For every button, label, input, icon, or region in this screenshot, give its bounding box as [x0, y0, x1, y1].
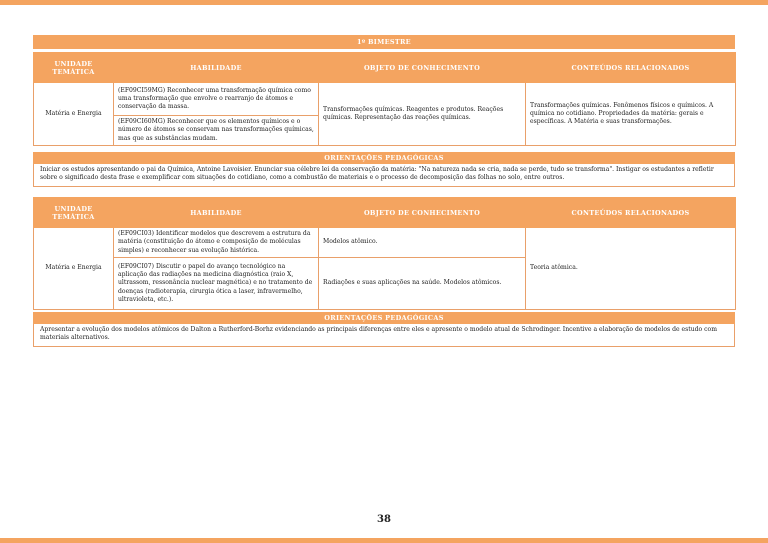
header-habilidade: HABILIDADE [114, 198, 319, 228]
top-accent-bar [0, 0, 768, 5]
header-conteudos: CONTEÚDOS RELACIONADOS [526, 53, 736, 83]
orientacoes-text: Apresentar a evolução dos modelos atômicos de Dalton a Rutherford-Borhz evidenciando as principais diferenças entre eles e apresente o modelo atual de Schrodinger. Incentive a elaboração de modelos de estudo com materiais alternativos. [33, 324, 735, 347]
conteudos-cell: Transformações químicas. Fenômenos físicos e químicos. A química no cotidiano. Propriedades da matéria: gerais e específicas. A Matéria e suas transformações. [526, 83, 736, 146]
header-habilidade: HABILIDADE [114, 53, 319, 83]
header-objeto: OBJETO DE CONHECIMENTO [319, 53, 526, 83]
objeto-cell: Modelos atômico. [319, 228, 526, 258]
orientacoes-block-2 [33, 312, 735, 347]
habilidade-cell: (EF09CI60MG) Reconhecer que os elementos químicos e o número de átomos se conservam nas transformações químicas, mas que as substâncias mudam. [114, 116, 319, 146]
unidade-cell: Matéria e Energia [34, 228, 114, 310]
page-number: 38 [377, 514, 391, 525]
header-unidade: UNIDADE TEMÁTICA [34, 198, 114, 228]
curriculum-table-2 [33, 197, 735, 310]
objeto-cell: Radiações e suas aplicações na saúde. Modelos atômicos. [319, 257, 526, 309]
curriculum-table-1 [33, 52, 735, 146]
orientacoes-header: ORIENTAÇÕES PEDAGÓGICAS [33, 312, 735, 324]
conteudos-cell: Teoria atômica. [526, 228, 736, 310]
header-conteudos: CONTEÚDOS RELACIONADOS [526, 198, 736, 228]
orientacoes-header: ORIENTAÇÕES PEDAGÓGICAS [33, 152, 735, 164]
habilidade-cell: (EF09CI59MG) Reconhecer uma transformação química como uma transformação que envolve o rearranjo de átomos e conservação da massa. [114, 83, 319, 116]
unidade-cell: Matéria e Energia [34, 83, 114, 146]
bottom-accent-bar [0, 538, 768, 543]
header-objeto: OBJETO DE CONHECIMENTO [319, 198, 526, 228]
orientacoes-block-1 [33, 152, 735, 187]
bimestre-band-wrap [33, 35, 735, 49]
objeto-cell: Transformações químicas. Reagentes e produtos. Reações químicas. Representação das reações químicas. [319, 83, 526, 146]
orientacoes-text: Iniciar os estudos apresentando o pai da Química, Antoine Lavoisier. Enunciar sua célebre lei da conservação da matéria: "Na natureza nada se cria, nada se perde, tudo se transforma". Instigar os estudantes a refletir sobre o significado desta frase e exemplificar com situações do cotidiano, como a combustão de materiais e o processo de decomposição das folhas no solo, entre outros. [33, 164, 735, 187]
bimestre-title: 1º BIMESTRE [33, 35, 735, 49]
header-unidade: UNIDADE TEMÁTICA [34, 53, 114, 83]
habilidade-cell: (EF09CI07) Discutir o papel do avanço tecnológico na aplicação das radiações na medicina diagnóstica (raio X, ultrassom, ressonância nuclear magnética) e no tratamento de doenças (radioterapia, cirurgia ótica a laser, infravermelho, ultravioleta, etc.). [114, 257, 319, 309]
habilidade-cell: (EF09CI03) Identificar modelos que descrevem a estrutura da matéria (constituição do átomo e composição de moléculas simples) e reconhecer sua evolução histórica. [114, 228, 319, 258]
